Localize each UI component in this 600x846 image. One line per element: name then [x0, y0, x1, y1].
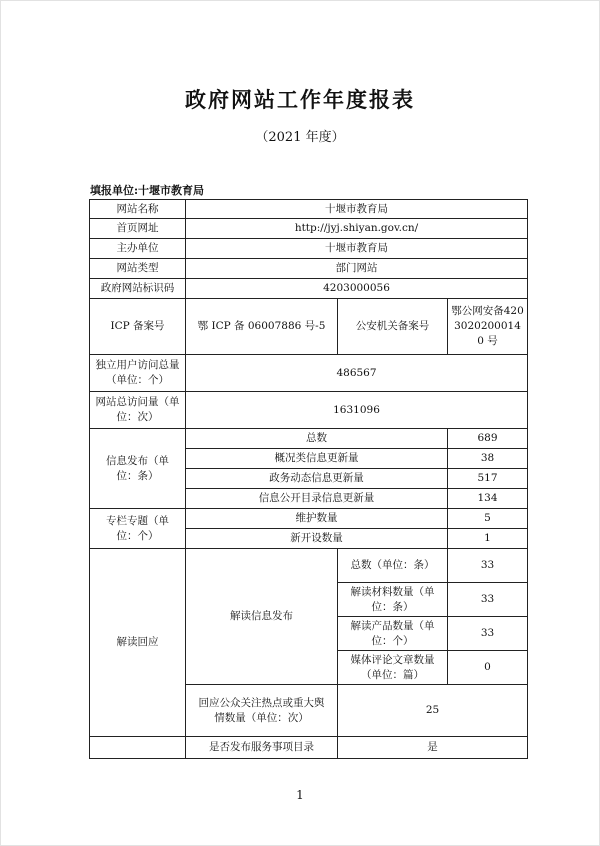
unique-visitors-label: 独立用户访问总量（单位：个）: [90, 355, 186, 392]
interp-material-value: 33: [448, 583, 528, 617]
total-visits-value: 1631096: [186, 392, 528, 429]
unique-visitors-value: 486567: [186, 355, 528, 392]
info-overview-label: 概况类信息更新量: [186, 449, 448, 469]
site-type-value: 部门网站: [186, 259, 528, 279]
hotspot-label: 回应公众关注热点或重大舆情数量（单位：次）: [186, 685, 338, 737]
table-row: [90, 355, 528, 392]
site-name-label: 网站名称: [90, 200, 186, 219]
interpretation-publish-label: 解读信息发布: [186, 549, 338, 685]
homepage-label: 首页网址: [90, 219, 186, 239]
site-id-value: 4203000056: [186, 279, 528, 299]
interp-product-label: 解读产品数量（单位：个）: [338, 617, 448, 651]
interp-material-label: 解读材料数量（单位：条）: [338, 583, 448, 617]
interpretation-label: 解读回应: [90, 549, 186, 737]
table-row: [90, 392, 528, 429]
sponsor-label: 主办单位: [90, 239, 186, 259]
table-row: [90, 279, 528, 299]
table-row: [90, 219, 528, 239]
service-blank-cell: [90, 737, 186, 759]
total-visits-label: 网站总访问量（单位：次）: [90, 392, 186, 429]
interp-media-value: 0: [448, 651, 528, 685]
reporting-unit: 填报单位:十堰市教育局: [90, 184, 205, 197]
table-row: [90, 259, 528, 279]
columns-new-label: 新开设数量: [186, 529, 448, 549]
police-record-value: 鄂公网安备42030202000140 号: [448, 299, 528, 355]
service-directory-label: 是否发布服务事项目录: [186, 737, 338, 759]
site-id-label: 政府网站标识码: [90, 279, 186, 299]
info-news-label: 政务动态信息更新量: [186, 469, 448, 489]
site-type-label: 网站类型: [90, 259, 186, 279]
site-name-value: 十堰市教育局: [186, 200, 528, 219]
columns-maintained-value: 5: [448, 509, 528, 529]
police-record-label: 公安机关备案号: [338, 299, 448, 355]
table-row: [90, 737, 528, 759]
info-news-value: 517: [448, 469, 528, 489]
page-number: 1: [296, 788, 304, 802]
sponsor-value: 十堰市教育局: [186, 239, 528, 259]
table-row: [90, 239, 528, 259]
interp-product-value: 33: [448, 617, 528, 651]
icp-value: 鄂 ICP 备 06007886 号-5: [186, 299, 338, 355]
columns-new-value: 1: [448, 529, 528, 549]
table-row: [90, 549, 528, 583]
table-row: [90, 509, 528, 529]
service-directory-value: 是: [338, 737, 528, 759]
info-overview-value: 38: [448, 449, 528, 469]
table-row: [90, 429, 528, 449]
info-total-value: 689: [448, 429, 528, 449]
columns-maintained-label: 维护数量: [186, 509, 448, 529]
columns-label: 专栏专题（单位：个）: [90, 509, 186, 549]
interp-media-label: 媒体评论文章数量（单位：篇）: [338, 651, 448, 685]
interp-total-value: 33: [448, 549, 528, 583]
icp-label: ICP 备案号: [90, 299, 186, 355]
info-disclosure-value: 134: [448, 489, 528, 509]
table-row: [90, 200, 528, 219]
homepage-value: http://jyj.shiyan.gov.cn/: [186, 219, 528, 239]
report-title: 政府网站工作年度报表: [185, 87, 415, 112]
table-row: [90, 299, 528, 355]
info-total-label: 总数: [186, 429, 448, 449]
interp-total-label: 总数（单位：条）: [338, 549, 448, 583]
report-year: （2021 年度）: [255, 130, 345, 145]
report-table: [89, 199, 528, 759]
info-publish-label: 信息发布（单位：条）: [90, 429, 186, 509]
info-disclosure-label: 信息公开目录信息更新量: [186, 489, 448, 509]
hotspot-value: 25: [338, 685, 528, 737]
